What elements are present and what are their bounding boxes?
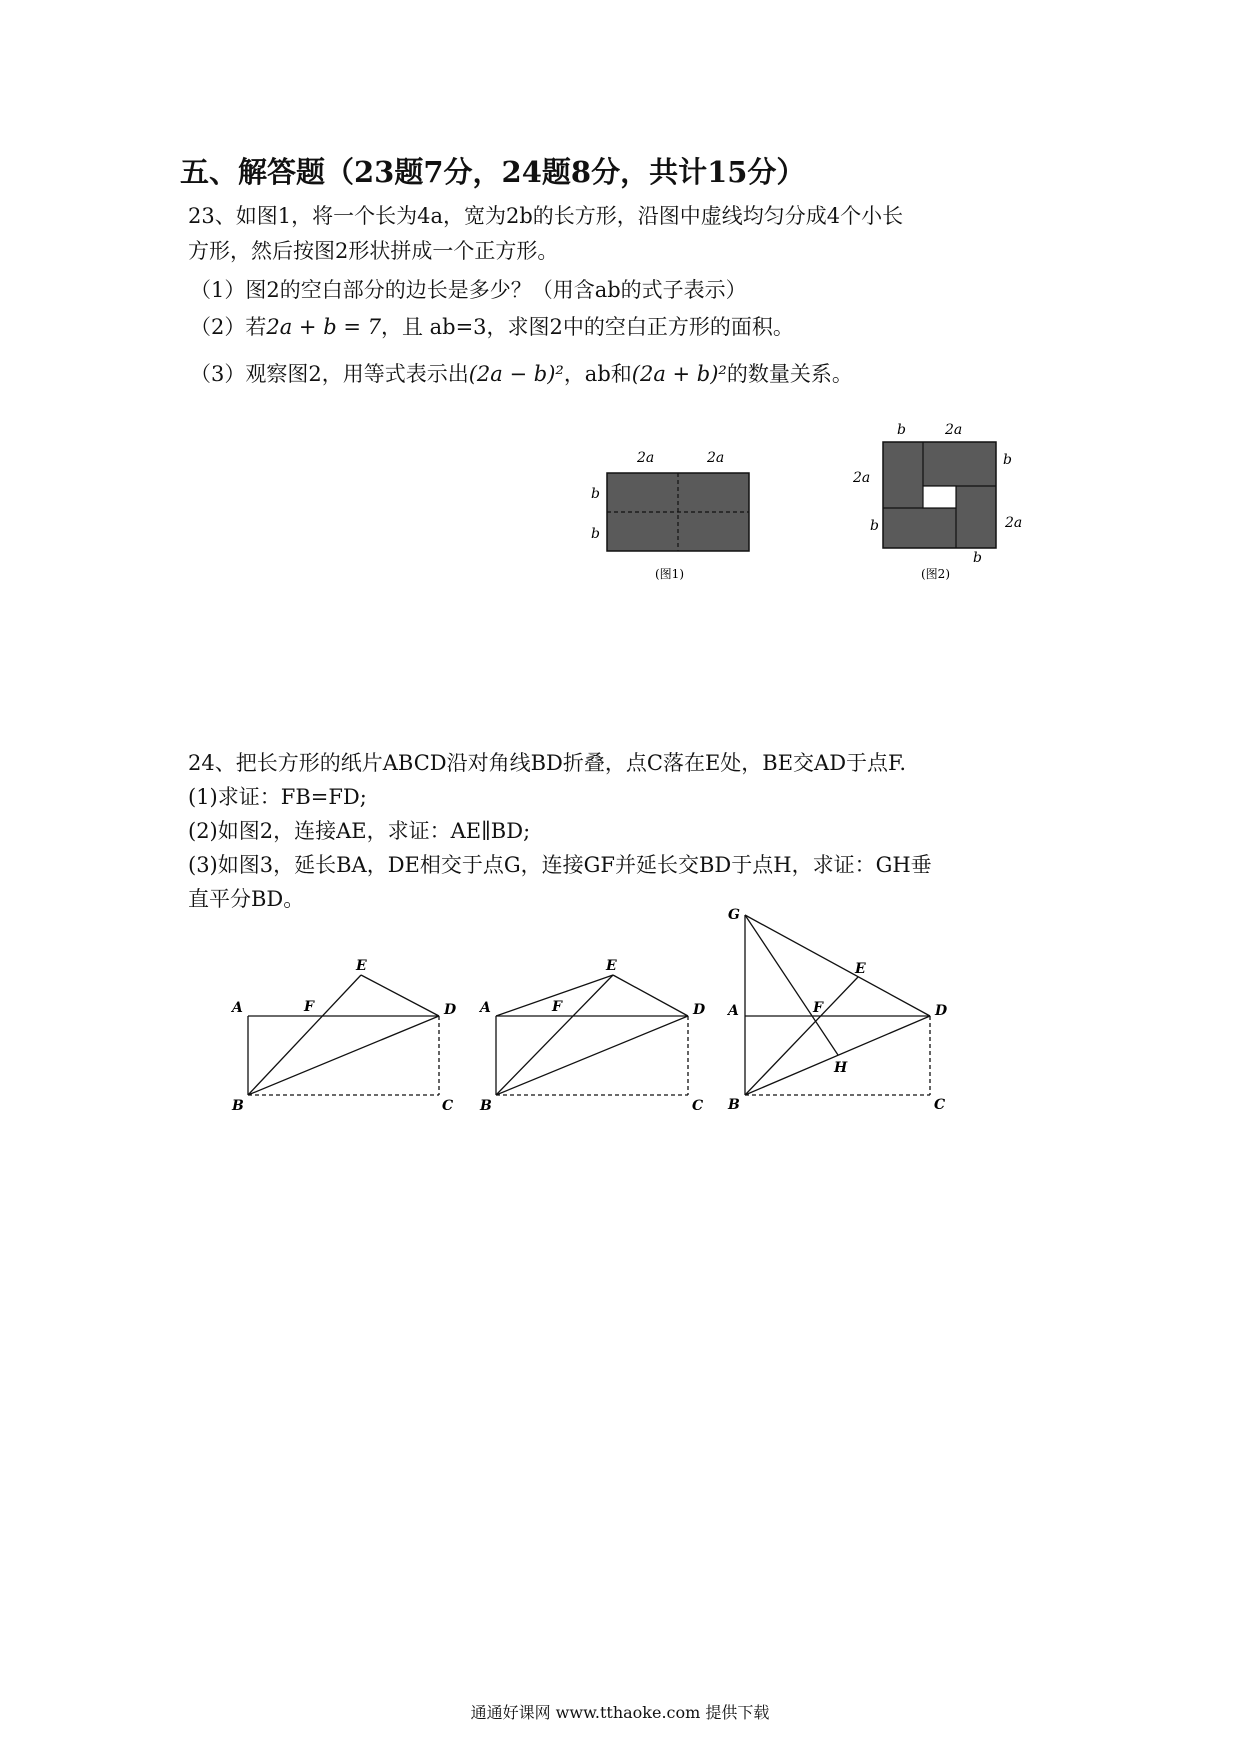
q23-part-3-post: 的数量关系。 bbox=[726, 362, 853, 386]
fig-point-b: B bbox=[232, 1098, 244, 1114]
fig2-label-right-b: b bbox=[1003, 452, 1012, 468]
q23-line-1: 23、如图1，将一个长为4a，宽为2b的长方形，沿图中虚线均匀分成4个小长 bbox=[188, 204, 904, 228]
q23-part-3-pre: （3）观察图2，用等式表示出 bbox=[190, 362, 469, 386]
fig1-caption: (图1) bbox=[655, 567, 684, 581]
fig-point-h: H bbox=[834, 1060, 848, 1076]
q23-part-2-post: ，且 ab=3，求图2中的空白正方形的面积。 bbox=[380, 315, 794, 339]
fig2-label-right-2a: 2a bbox=[1005, 515, 1023, 531]
fig-point-a: A bbox=[232, 1000, 243, 1016]
fig-bd-line bbox=[496, 1016, 688, 1095]
fig-point-f: F bbox=[552, 999, 562, 1015]
fig2-caption: (图2) bbox=[921, 567, 950, 581]
fig-point-f: F bbox=[813, 1000, 823, 1016]
fig-point-c: C bbox=[934, 1097, 946, 1113]
fig-point-c: C bbox=[442, 1098, 454, 1114]
fig2-label-top-b: b bbox=[897, 422, 906, 438]
fig-point-a: A bbox=[480, 1000, 491, 1016]
fig1-label-top-left: 2a bbox=[637, 450, 655, 466]
fig2-label-bottom-b: b bbox=[973, 550, 982, 566]
q24-part-3b: 直平分BD。 bbox=[188, 887, 305, 911]
fig-point-e: E bbox=[606, 958, 617, 974]
fig1-label-side-top: b bbox=[591, 486, 600, 502]
fig-point-d: D bbox=[935, 1003, 948, 1019]
fig2-blank-square bbox=[923, 486, 956, 508]
fig-point-d: D bbox=[444, 1002, 457, 1018]
q23-part-2-pre: （2）若 bbox=[190, 315, 267, 339]
fig-gh-line bbox=[745, 915, 838, 1055]
fig-be-line bbox=[248, 975, 361, 1095]
fig-ed-line bbox=[613, 975, 688, 1016]
fig-bd-line bbox=[745, 1016, 930, 1095]
q24-figure-2 bbox=[468, 950, 708, 1120]
fig-gd-line bbox=[745, 915, 930, 1016]
q24-figure-1 bbox=[220, 950, 460, 1120]
q23-part-3 bbox=[190, 358, 853, 388]
fig-bd-line bbox=[248, 1016, 439, 1095]
q23-part-3-formula-2: (2a + b)² bbox=[631, 362, 727, 386]
fig-point-f: F bbox=[304, 999, 314, 1015]
fig1-label-top-right: 2a bbox=[707, 450, 725, 466]
q24-part-3a: (3)如图3，延长BA，DE相交于点G，连接GF并延长交BD于点H，求证：GH垂 bbox=[188, 853, 932, 877]
fig2-label-top-2a: 2a bbox=[945, 422, 963, 438]
fig-point-a: A bbox=[728, 1003, 739, 1019]
fig1-label-side-bottom: b bbox=[591, 526, 600, 542]
fig-point-c: C bbox=[692, 1098, 704, 1114]
section-heading: 五、解答题（23题7分，24题8分，共计15分） bbox=[180, 155, 806, 189]
q24-line-1: 24、把长方形的纸片ABCD沿对角线BD折叠，点C落在E处，BE交AD于点F. bbox=[188, 751, 907, 775]
fig-point-b: B bbox=[480, 1098, 492, 1114]
q24-part-1: (1)求证：FB=FD; bbox=[188, 785, 367, 809]
fig-ed-line bbox=[361, 975, 439, 1016]
fig-point-e: E bbox=[855, 961, 866, 977]
q23-part-3-mid: ，ab和 bbox=[563, 362, 632, 386]
fig-point-g: G bbox=[728, 907, 740, 923]
fig-point-b: B bbox=[728, 1097, 740, 1113]
page-footer: 通通好课网 www.tthaoke.com 提供下载 bbox=[470, 1703, 770, 1722]
q24-figure-3 bbox=[720, 895, 970, 1120]
fig-point-d: D bbox=[693, 1002, 706, 1018]
q23-figure-1 bbox=[585, 440, 770, 590]
fig-be-line bbox=[496, 975, 613, 1095]
fig2-label-left-b: b bbox=[870, 518, 879, 534]
q24-part-2: (2)如图2，连接AE，求证：AE∥BD; bbox=[188, 819, 531, 843]
q23-part-3-formula-1: (2a − b)² bbox=[468, 362, 564, 386]
q23-part-1: （1）图2的空白部分的边长是多少？（用含ab的式子表示） bbox=[190, 278, 747, 302]
q23-figure-2 bbox=[845, 420, 1035, 585]
fig2-label-left-2a: 2a bbox=[853, 470, 871, 486]
q23-line-2: 方形，然后按图2形状拼成一个正方形。 bbox=[188, 239, 559, 263]
fig-point-e: E bbox=[356, 958, 367, 974]
fig-be-line bbox=[745, 977, 858, 1095]
q23-part-2-formula: 2a + b = 7 bbox=[266, 315, 381, 339]
q23-part-2 bbox=[190, 311, 794, 341]
